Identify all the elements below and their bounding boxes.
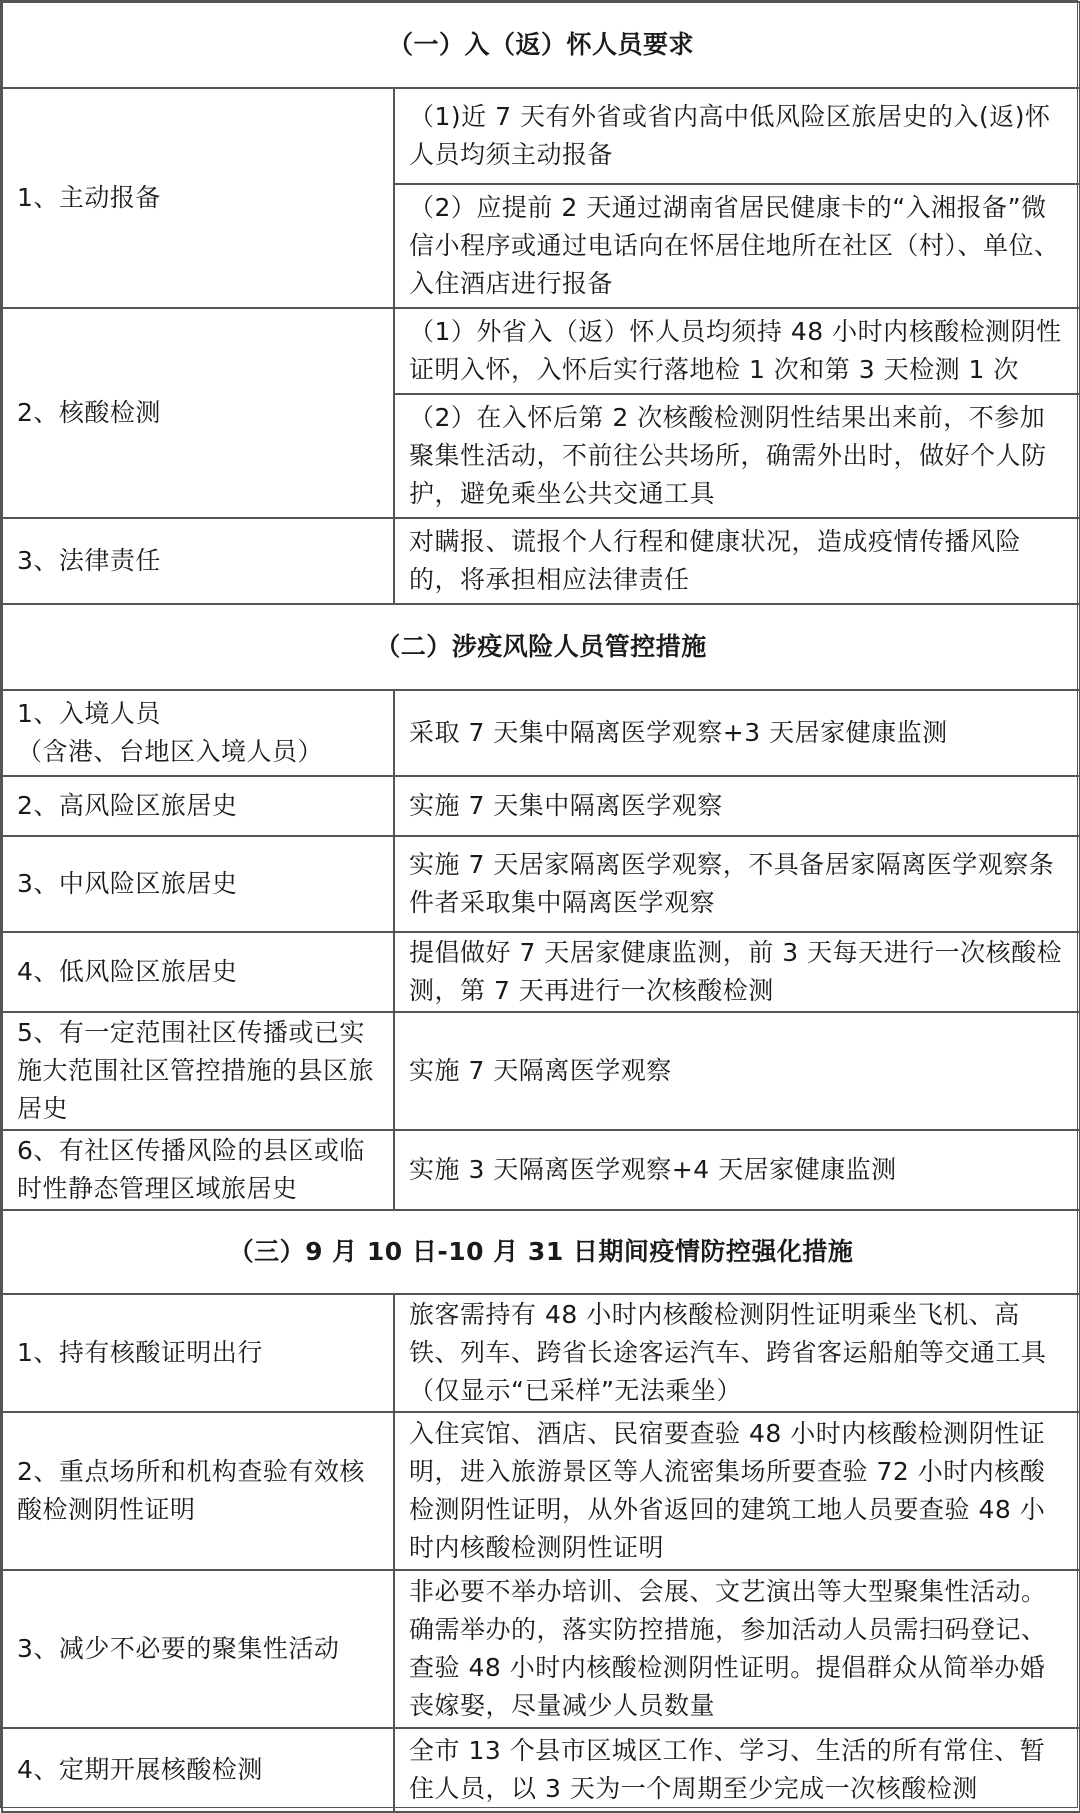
table-row — [2, 1012, 1080, 1130]
row-label: 1、主动报备 — [2, 88, 394, 308]
row-label: 1、入境人员 — [17, 699, 161, 728]
section-title: （二）涉疫风险人员管控措施 — [2, 604, 1080, 690]
table-row — [2, 836, 1080, 932]
row-label: 4、低风险区旅居史 — [2, 932, 394, 1012]
table-row — [2, 1728, 1080, 1812]
row-label: 3、中风险区旅居史 — [2, 836, 394, 932]
row-content: 对瞒报、谎报个人行程和健康状况，造成疫情传播风险的，将承担相应法律责任 — [394, 518, 1080, 604]
row-label: 2、重点场所和机构查验有效核酸检测阴性证明 — [2, 1412, 394, 1570]
row-content: 入住宾馆、酒店、民宿要查验 48 小时内核酸检测阴性证明，进入旅游景区等人流密集场所要查验 72 小时内核酸检测阴性证明，从外省返回的建筑工地人员要查验 48 小时内核酸检测阴性证明 — [394, 1412, 1080, 1570]
row-label: 3、减少不必要的聚集性活动 — [2, 1570, 394, 1728]
row-content: 实施 7 天集中隔离医学观察 — [394, 776, 1080, 836]
table-row — [2, 776, 1080, 836]
row-label-cell — [2, 690, 394, 776]
row-content: 非必要不举办培训、会展、文艺演出等大型聚集性活动。确需举办的，落实防控措施，参加活动人员需扫码登记、查验 48 小时内核酸检测阴性证明。提倡群众从简举办婚丧嫁娶，尽量减少人员数量 — [394, 1570, 1080, 1728]
table-row — [2, 308, 1080, 394]
section-header-row — [2, 2, 1080, 88]
row-label: 2、核酸检测 — [2, 308, 394, 518]
section-header-row — [2, 1210, 1080, 1294]
policy-table — [1, 1, 1080, 1813]
table-row — [2, 88, 1080, 184]
section-title: （一）入（返）怀人员要求 — [2, 2, 1080, 88]
section-title: （三）9 月 10 日-10 月 31 日期间疫情防控强化措施 — [2, 1210, 1080, 1294]
table-row — [2, 690, 1080, 776]
row-label: 6、有社区传播风险的县区或临时性静态管理区域旅居史 — [2, 1130, 394, 1210]
table-row — [2, 1570, 1080, 1728]
row-content: 全市 13 个县市区城区工作、学习、生活的所有常住、暂住人员，以 3 天为一个周期至少完成一次核酸检测 — [394, 1728, 1080, 1812]
table-row — [2, 932, 1080, 1012]
row-content: （1)近 7 天有外省或省内高中低风险区旅居史的入(返)怀人员均须主动报备 — [394, 88, 1080, 184]
table-row — [2, 1294, 1080, 1412]
row-sublabel: （含港、台地区入境人员） — [17, 737, 324, 766]
table-row — [2, 1130, 1080, 1210]
table-row — [2, 1412, 1080, 1570]
row-label: 4、定期开展核酸检测 — [2, 1728, 394, 1812]
row-label: 2、高风险区旅居史 — [2, 776, 394, 836]
row-label: 1、持有核酸证明出行 — [2, 1294, 394, 1412]
row-content: （2）应提前 2 天通过湖南省居民健康卡的“入湘报备”微信小程序或通过电话向在怀居住地所在社区（村）、单位、入住酒店进行报备 — [394, 184, 1080, 308]
row-content: （1）外省入（返）怀人员均须持 48 小时内核酸检测阴性证明入怀，入怀后实行落地检 1 次和第 3 天检测 1 次 — [394, 308, 1080, 394]
row-content: 实施 3 天隔离医学观察+4 天居家健康监测 — [394, 1130, 1080, 1210]
row-content: （2）在入怀后第 2 次核酸检测阴性结果出来前，不参加聚集性活动，不前往公共场所，确需外出时，做好个人防护，避免乘坐公共交通工具 — [394, 394, 1080, 518]
section-header-row — [2, 604, 1080, 690]
row-content: 提倡做好 7 天居家健康监测，前 3 天每天进行一次核酸检测，第 7 天再进行一次核酸检测 — [394, 932, 1080, 1012]
row-content: 旅客需持有 48 小时内核酸检测阴性证明乘坐飞机、高铁、列车、跨省长途客运汽车、跨省客运船舶等交通工具（仅显示“已采样”无法乘坐） — [394, 1294, 1080, 1412]
row-content: 采取 7 天集中隔离医学观察+3 天居家健康监测 — [394, 690, 1080, 776]
row-content: 实施 7 天居家隔离医学观察，不具备居家隔离医学观察条件者采取集中隔离医学观察 — [394, 836, 1080, 932]
row-label: 5、有一定范围社区传播或已实施大范围社区管控措施的县区旅居史 — [2, 1012, 394, 1130]
table-row — [2, 518, 1080, 604]
row-label: 3、法律责任 — [2, 518, 394, 604]
row-content: 实施 7 天隔离医学观察 — [394, 1012, 1080, 1130]
